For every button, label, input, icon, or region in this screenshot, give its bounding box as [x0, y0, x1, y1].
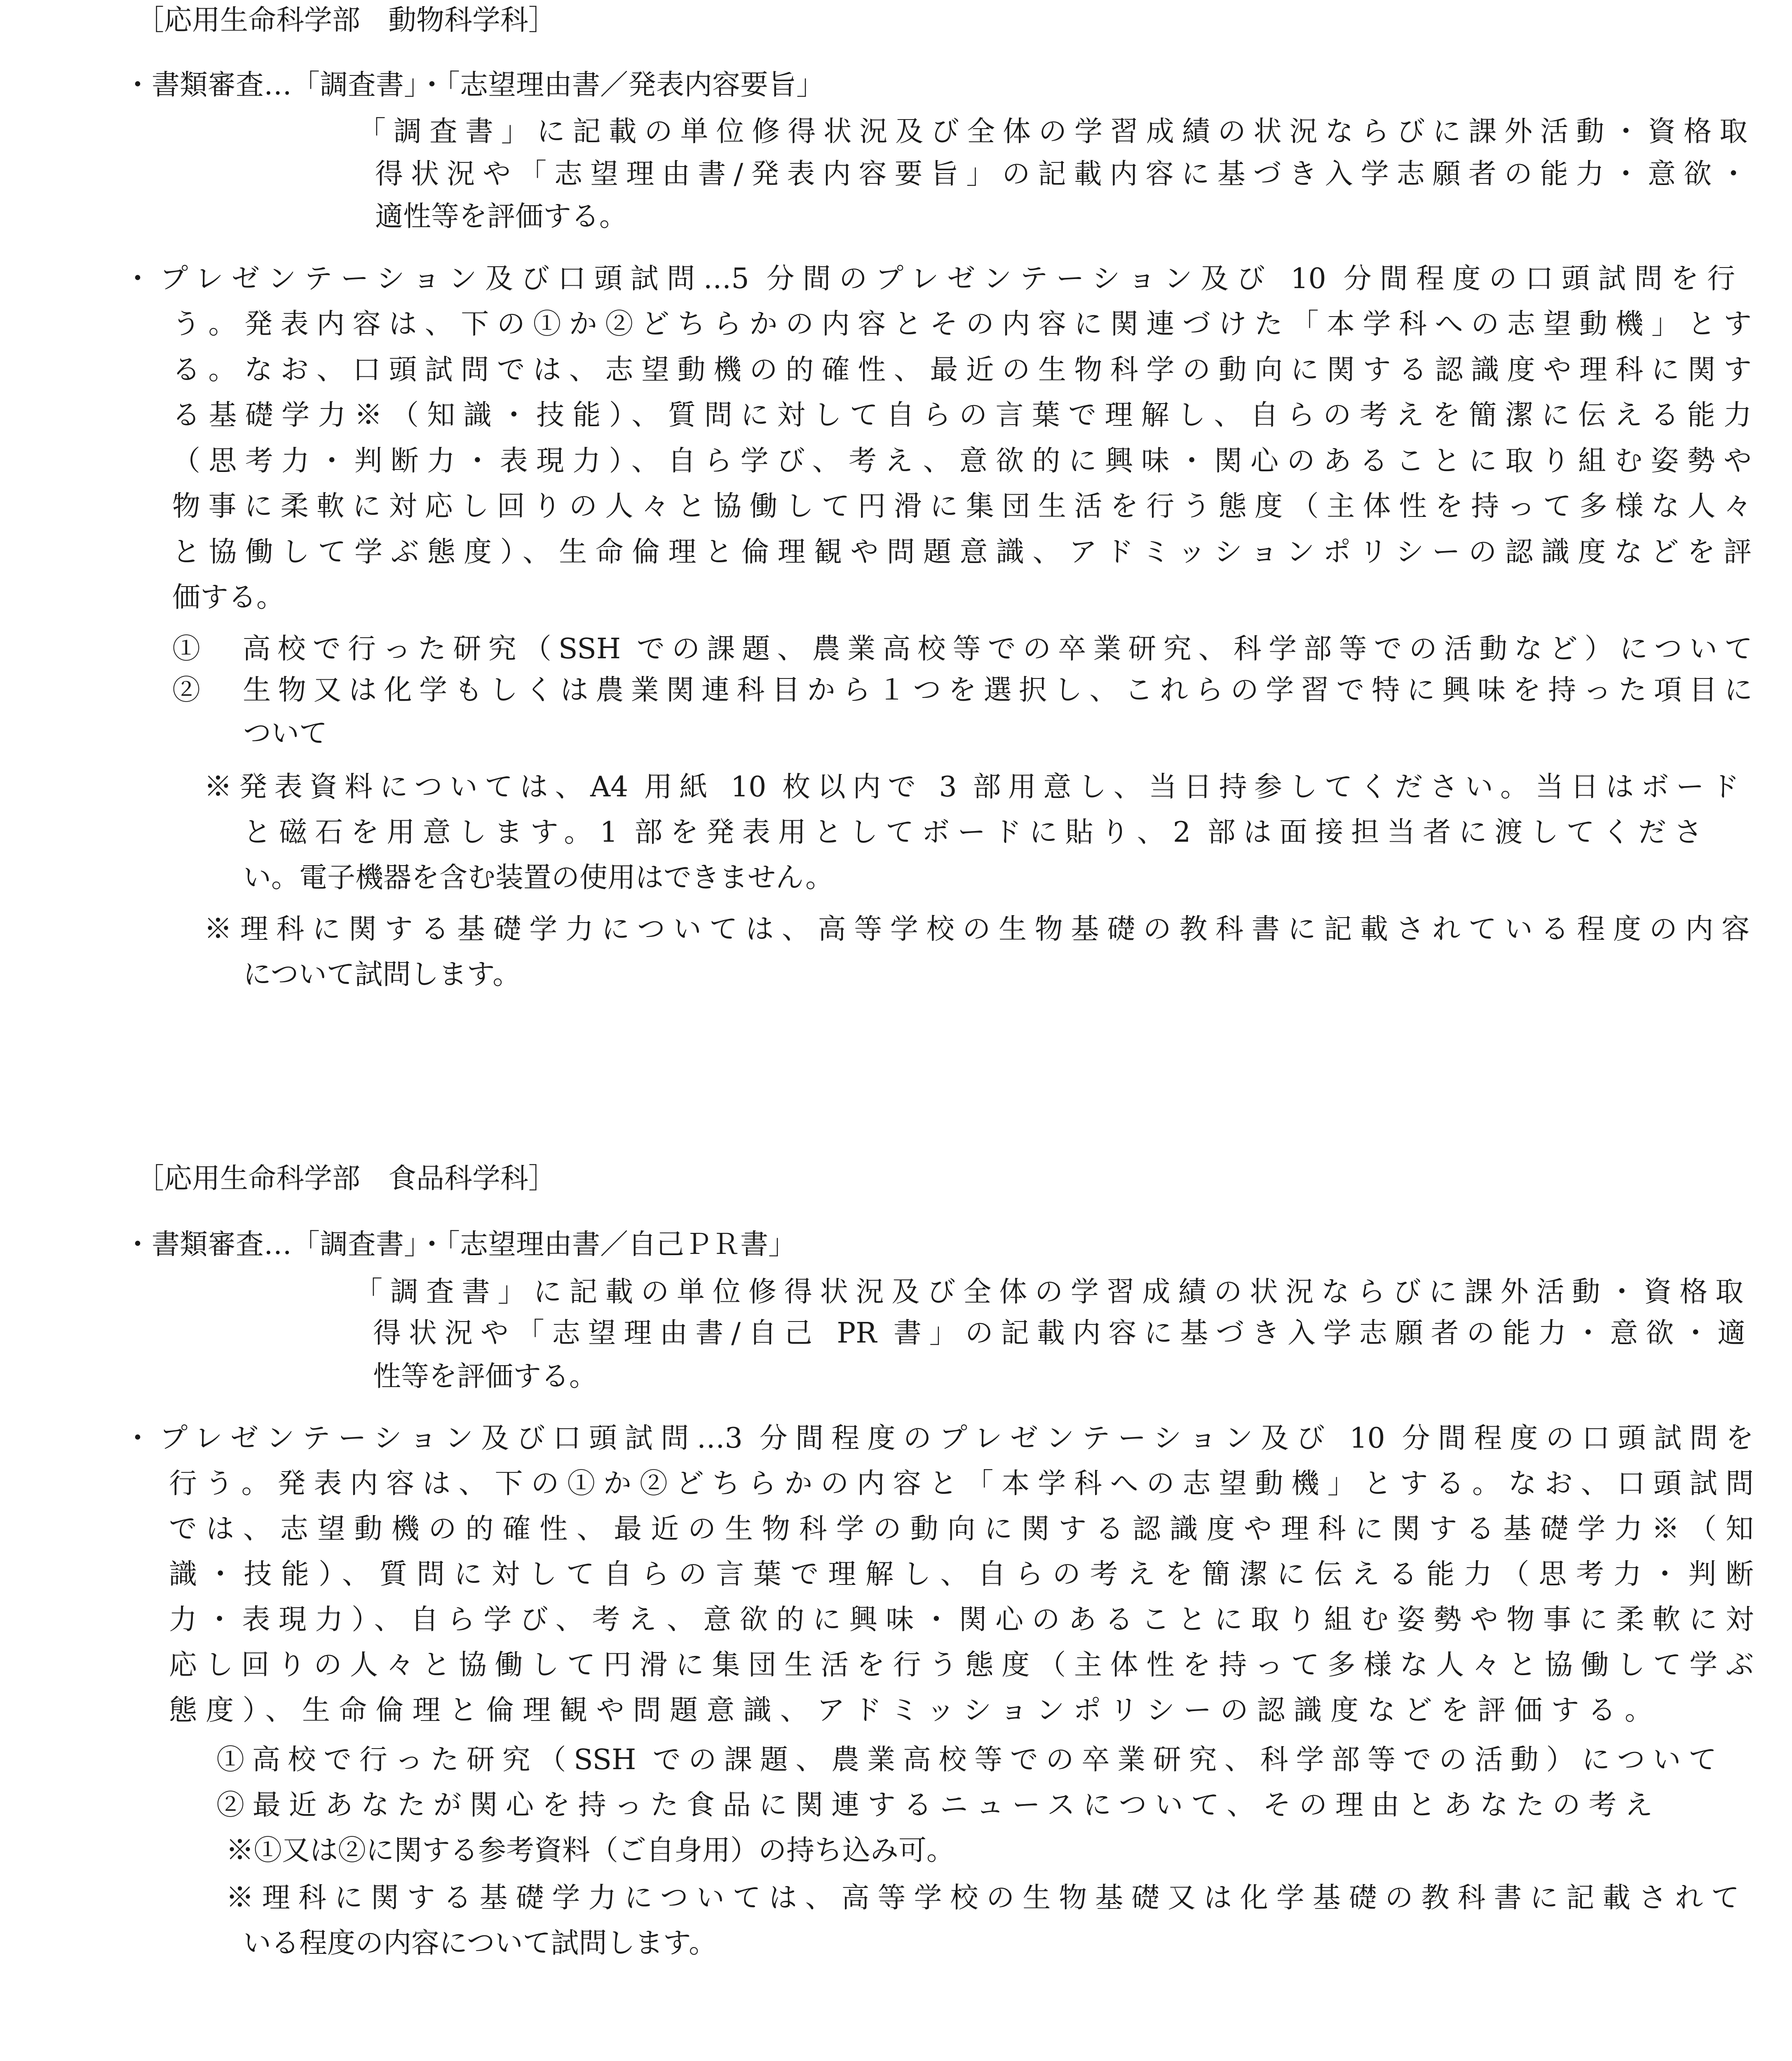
animal-section-header: ［応用生命科学部 動物科学科］: [136, 4, 557, 37]
animal-topic-1: ① 高校で行った研究（SSH での課題、農業高校等での卒業研究、科学部等での活動など）について: [172, 633, 1752, 665]
food-doc-review-line-3: 性等を評価する。: [373, 1360, 598, 1393]
food-note-science-line-1: ※理科に関する基礎学力については、高等学校の生物基礎又は化学基礎の教科書に記載されて: [226, 1882, 1739, 1914]
food-note-materials: ※①又は②に関する参考資料（ご自身用）の持ち込み可。: [226, 1834, 955, 1867]
food-presentation-line-3: では、志望動機の的確性、最近の生物科学の動向に関する認識度や理科に関する基礎学力※（知: [169, 1513, 1754, 1545]
food-section-header: ［応用生命科学部 食品科学科］: [136, 1162, 557, 1195]
food-presentation-line-4: 識・技能）、質問に対して自らの言葉で理解し、自らの考えを簡潔に伝える能力（思考力・判断: [169, 1558, 1754, 1591]
food-presentation-line-2: 行う。発表内容は、下の①か②どちらかの内容と「本学科への志望動機」とする。なお、口頭試問: [169, 1467, 1754, 1500]
animal-note-materials-line-3: い。電子機器を含む装置の使用はできません。: [243, 861, 834, 894]
food-topic-2: ②最近あなたが関心を持った食品に関連するニュースについて、その理由とあなたの考え: [216, 1789, 1653, 1822]
food-presentation-line-7: 態度）、生命倫理と倫理観や問題意識、アドミッションポリシーの認識度などを評価する。: [169, 1694, 1653, 1727]
food-topic-1: ①高校で行った研究（SSH での課題、農業高校等での卒業研究、科学部等での活動）について: [216, 1744, 1717, 1776]
animal-topic-2-line-1: ② 生物又は化学もしくは農業関連科目から１つを選択し、これらの学習で特に興味を持った項目に: [172, 674, 1752, 707]
animal-doc-review-line-2: 得状況や「志望理由書/発表内容要旨」の記載内容に基づき入学志願者の能力・意欲・: [375, 158, 1747, 190]
animal-doc-review-line-1: 「調査書」に記載の単位修得状況及び全体の学習成績の状況ならびに課外活動・資格取: [358, 115, 1747, 148]
food-note-science-line-2: いる程度の内容について試問します。: [243, 1927, 717, 1960]
animal-note-science-line-2: について試問します。: [243, 958, 521, 991]
animal-note-science-line-1: ※理科に関する基礎学力については、高等学校の生物基礎の教科書に記載されている程度の内容: [204, 913, 1750, 946]
food-doc-review-line-2: 得状況や「志望理由書/自己 PR 書」の記載内容に基づき入学志願者の能力・意欲・適: [373, 1317, 1745, 1350]
animal-presentation-line-3: る。なお、口頭試問では、志望動機の的確性、最近の生物科学の動向に関する認識度や理科に関す: [172, 354, 1752, 386]
animal-presentation-line-2: う。発表内容は、下の①か②どちらかの内容とその内容に関連づけた「本学科への志望動機」とす: [172, 308, 1752, 340]
food-presentation-line-1: ・プレゼンテーション及び口頭試問…3 分間程度のプレゼンテーション及び 10 分間程度の口頭試問を: [124, 1422, 1754, 1455]
animal-doc-review-label: ・書類審査…「調査書」・「志望理由書／発表内容要旨」: [124, 69, 825, 101]
animal-presentation-line-8: 価する。: [172, 581, 285, 614]
animal-presentation-line-5: （思考力・判断力・表現力）、自ら学び、考え、意欲的に興味・関心のあることに取り組む姿勢や: [172, 445, 1752, 477]
animal-note-materials-line-1: ※発表資料については、A4 用紙 10 枚以内で 3 部用意し、当日持参してください。当日はボード: [204, 771, 1739, 803]
food-presentation-line-6: 応し回りの人々と協働して円滑に集団生活を行う態度（主体性を持って多様な人々と協働して学ぶ: [169, 1649, 1754, 1681]
animal-presentation-line-4: る基礎学力※（知識・技能）、質問に対して自らの言葉で理解し、自らの考えを簡潔に伝える能力: [172, 399, 1752, 432]
animal-note-materials-line-2: と磁石を用意します。1 部を発表用としてボードに貼り、2 部は面接担当者に渡してくださ: [243, 816, 1702, 849]
animal-presentation-line-6: 物事に柔軟に対応し回りの人々と協働して円滑に集団生活を行う態度（主体性を持って多様な人々: [172, 490, 1752, 523]
animal-topic-2-line-2: ついて: [243, 717, 328, 750]
food-presentation-line-5: 力・表現力）、自ら学び、考え、意欲的に興味・関心のあることに取り組む姿勢や物事に柔軟に対: [169, 1603, 1754, 1636]
animal-presentation-line-7: と協働して学ぶ態度）、生命倫理と倫理観や問題意識、アドミッションポリシーの認識度などを評: [172, 536, 1752, 568]
animal-presentation-line-1: ・プレゼンテーション及び口頭試問…5 分間のプレゼンテーション及び 10 分間程度の口頭試問を行: [124, 263, 1735, 295]
food-doc-review-label: ・書類審査…「調査書」・「志望理由書／自己ＰＲ書」: [124, 1228, 797, 1261]
food-doc-review-line-1: 「調査書」に記載の単位修得状況及び全体の学習成績の状況ならびに課外活動・資格取: [354, 1276, 1743, 1308]
animal-doc-review-line-3: 適性等を評価する。: [375, 200, 628, 233]
